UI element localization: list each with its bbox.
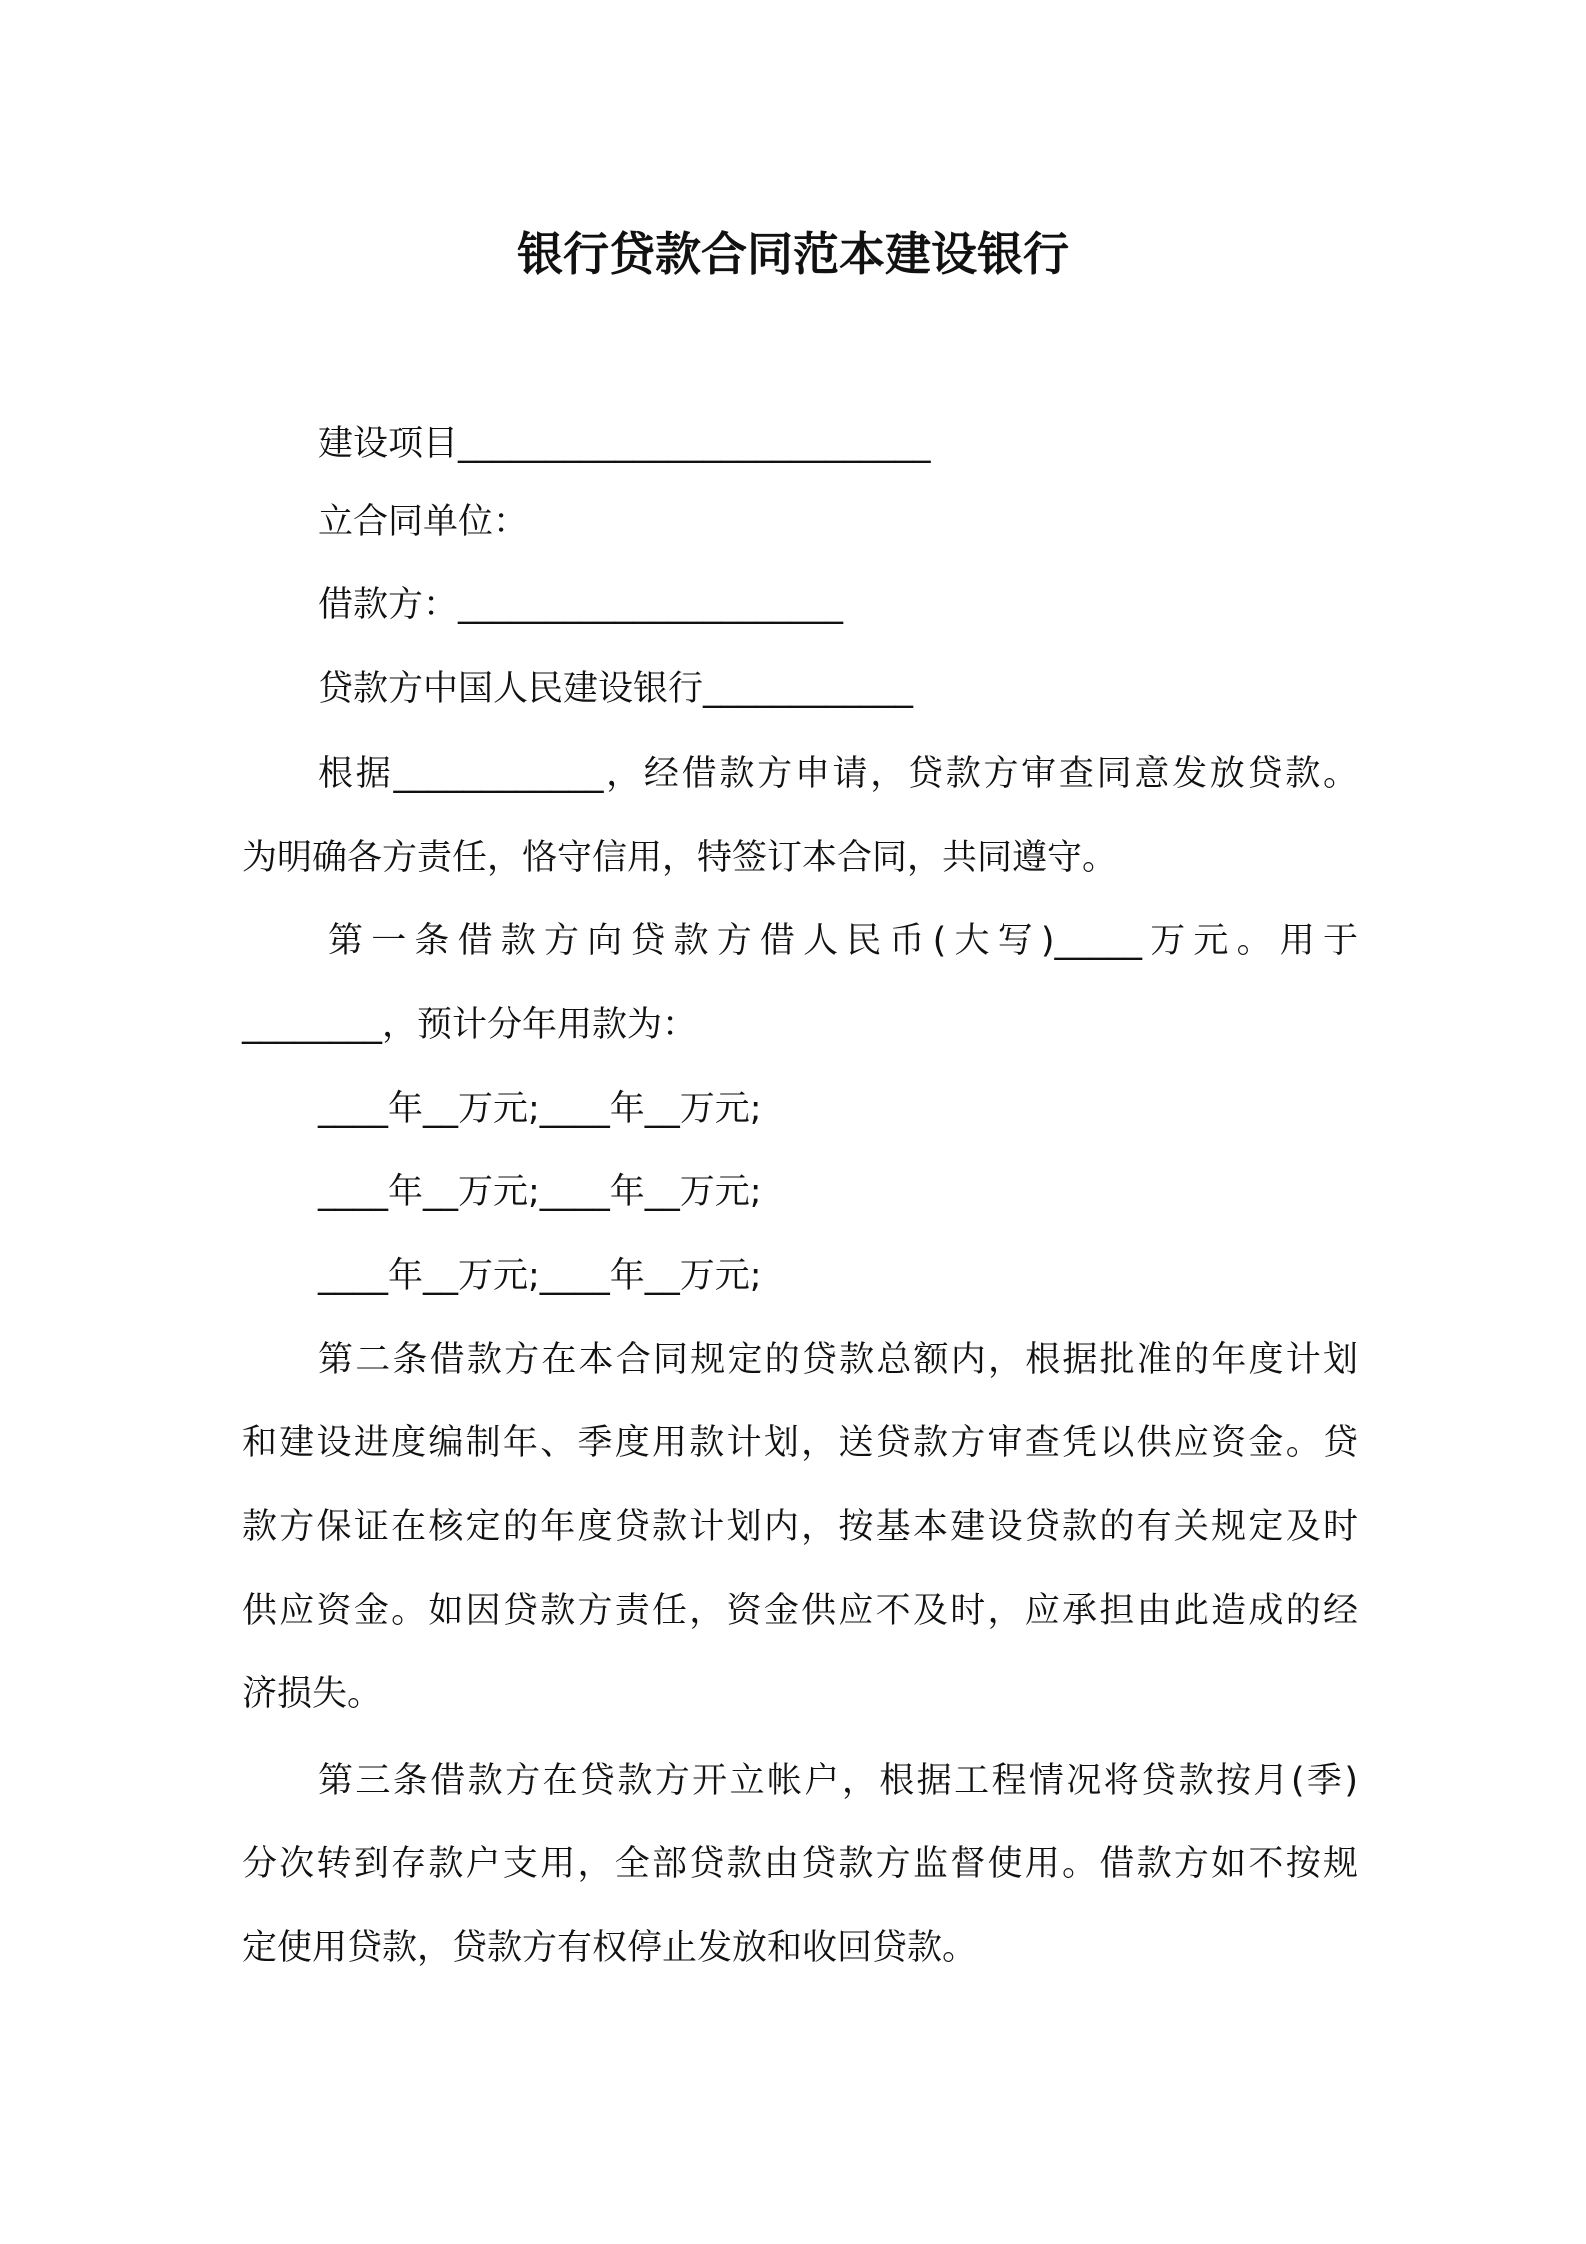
project-field: 建设项目___________________________: [318, 424, 931, 464]
article3-line: 定使用贷款，贷款方有权停止发放和收回贷款。: [242, 1928, 978, 1968]
preamble-line: 为明确各方责任，恪守信用，特签订本合同，共同遵守。: [242, 838, 1118, 878]
article3-line: 分次转到存款户支用，全部贷款由贷款方监督使用。借款方如不按规: [242, 1844, 1358, 1884]
lender-field: 贷款方中国人民建设银行____________: [318, 669, 914, 709]
schedule-line: ____年__万元;____年__万元;: [318, 1256, 762, 1296]
article1-line: ________，预计分年用款为：: [242, 1005, 698, 1045]
article2-line: 第二条借款方在本合同规定的贷款总额内，根据批准的年度计划: [318, 1340, 1358, 1380]
article1-line: 第一条借款方向贷款方借人民币(大写)_____万元。用于: [328, 921, 1358, 961]
schedule-line: ____年__万元;____年__万元;: [318, 1089, 762, 1129]
article3-line: 第三条借款方在贷款方开立帐户，根据工程情况将贷款按月(季): [318, 1761, 1358, 1801]
preamble-line: 根据____________，经借款方申请，贷款方审查同意发放贷款。: [318, 754, 1358, 794]
document-title: 银行贷款合同范本建设银行: [517, 227, 1069, 281]
article2-line: 款方保证在核定的年度贷款计划内，按基本建设贷款的有关规定及时: [242, 1507, 1358, 1547]
schedule-line: ____年__万元;____年__万元;: [318, 1172, 762, 1212]
article2-line: 济损失。: [242, 1674, 383, 1714]
article2-line: 和建设进度编制年、季度用款计划，送贷款方审查凭以供应资金。贷: [242, 1423, 1358, 1463]
article2-line: 供应资金。如因贷款方责任，资金供应不及时，应承担由此造成的经: [242, 1591, 1358, 1631]
borrower-field: 借款方：______________________: [318, 585, 844, 625]
parties-label: 立合同单位：: [318, 502, 529, 542]
